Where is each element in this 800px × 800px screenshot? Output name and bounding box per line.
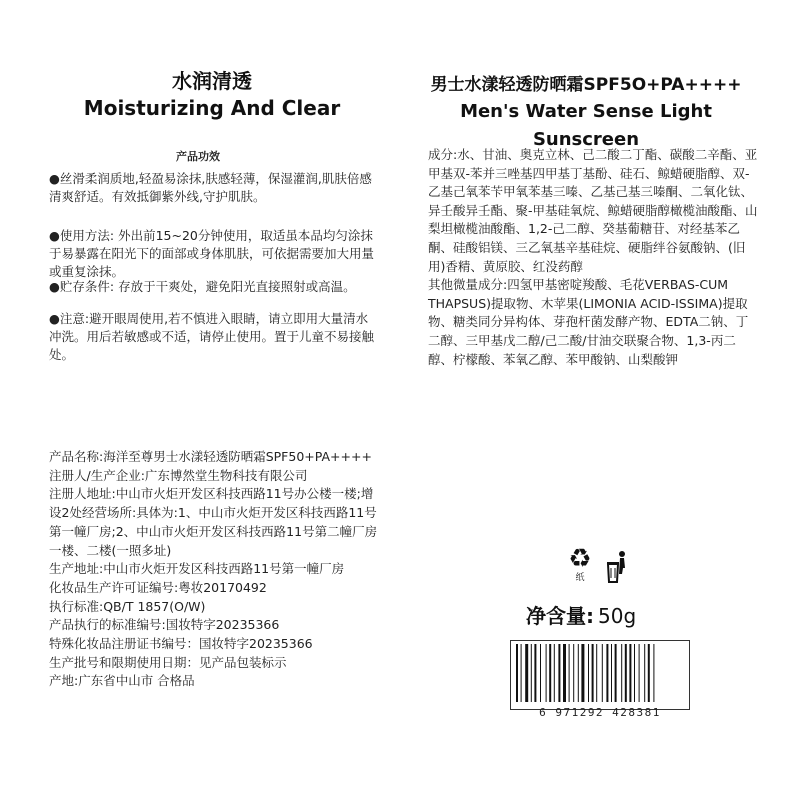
trash-disposal-icon [604,550,630,584]
barcode-bar [615,644,617,702]
barcode-bar [525,644,528,702]
right-title-cn: 男士水漾轻透防晒霜SPF5O+PA++++ [430,75,742,95]
barcode-bar [629,644,631,702]
caution-paragraph: ●注意:避开眼周使用,若不慎进入眼睛，请立即用大量清水冲洗。用后若敏感或不适，请停止使用。置于儿童不易接触处。 [49,311,375,362]
efficacy-heading: 产品功效 [176,150,220,163]
barcode-bar [644,644,645,702]
right-title-block [418,72,754,154]
usage-paragraph: ●使用方法: 外出前15~20分钟使用，取适虽本品均匀涂抹于易暴露在阳光下的面部或身体肌肤，可依据需要加大用量或重复涂抹。 [49,228,375,279]
recycle-icon: ♻ 纸 [566,546,594,586]
barcode-bar [634,644,635,702]
efficacy-paragraph: ●丝滑柔润质地,轻盈易涂抹,肤感轻薄，保湿灌润,肌肤倍感清爽舒适。有效抵御紫外线,守护肌肤。 [49,171,372,204]
disposal-icons [566,546,638,590]
barcode-bar [540,644,541,702]
barcode-bar [569,644,570,702]
barcode-bar [653,644,654,702]
barcode-bar [531,644,532,702]
barcode-bar [606,644,608,702]
barcode-bar [546,644,547,702]
barcode-bar [648,644,650,702]
barcode-bar [602,644,603,702]
barcode-bars [514,644,684,704]
barcode-bar [625,644,627,702]
barcode-bar [554,644,555,702]
net-content-label: 净含量: [526,604,594,628]
barcode-bar [573,644,574,702]
product-info-list [49,448,379,691]
registrant-address: 注册人地址:中山市火炬开发区科技西路11号办公楼一楼;增设2处经营场所:具体为:1、中山市火炬开发区科技西路11号第一幢厂房;2、中山市火炬开发区科技西路11号第二幢厂房一楼、二楼(一照多址) [49,486,378,558]
license-number: 化妆品生产许可证编号:粤妆20170492 [49,579,267,595]
barcode-bar [578,644,579,702]
barcode-bar [611,644,612,702]
minor-ingredients-list: 其他微量成分:四氢甲基密啶羧酸、毛花VERBAS-CUM THAPSUS)提取物、木苹果(LIMONIA ACID-ISSIMA)提取物、糖类同分异构体、芽孢杆菌发酵产物、EDTA二钠、丁二醇、三甲基戊二醇/己二酸/甘油交联聚合物、1,3-丙二醇、柠檬酸、苯氧乙醇、苯甲酸钠、山梨酸钾 [428,277,749,367]
registration-certificate: 特殊化妆品注册证书编号：国妆特字20235366 [49,636,313,652]
ingredients-block [428,146,758,369]
barcode-bar [563,644,566,702]
recycle-label: 纸 [575,573,585,583]
batch-info: 生产批号和限期使用日期：见产品包装标示 [49,654,287,670]
origin: 产地:广东省中山市 合格品 [49,673,195,689]
barcode-bar [521,644,522,702]
production-address: 生产地址:中山市火炬开发区科技西路11号第一幢厂房 [49,561,345,577]
standard-number: 产品执行的标准编号:国妆特字20235366 [49,617,280,633]
barcode-bar [592,644,594,702]
registrant: 注册人/生产企业:广东博然堂生物科技有限公司 [49,467,308,483]
barcode [510,640,690,720]
barcode-bar [534,644,536,702]
left-title-block [62,68,362,122]
product-name: 产品名称:海洋至尊男士水漾轻透防晒霜SPF50+PA++++ [49,449,372,464]
barcode-bar [558,644,560,702]
net-content-value: 50g [598,604,637,628]
left-title-cn: 水润清透 [172,69,252,93]
net-content [526,600,636,629]
left-title-en: Moisturizing And Clear [83,96,341,120]
ingredients-list: 成分:水、甘油、奥克立林、己二酸二丁酯、碳酸二辛酯、亚甲基双-苯并三唑基四甲基丁基酚、硅石、鲸蜡硬脂醇、双-乙基己氧苯苄甲氧苯基三嗪、乙基己基三嗪酮、二氧化钛、异壬酸异壬酯、聚-甲基硅氧烷、鲸蜡硬脂醇橄榄油酸酯、山梨坦橄榄油酸酯、1,2-己二醇、癸基葡糖苷、对经基苯乙酮、硅酸铝镁、三乙氧基辛基硅烷、硬脂绊谷氨酸钠、(旧用)香精、黄原胶、红没药醇 [428,147,758,274]
barcode-bar [549,644,551,702]
storage-paragraph: ●贮存条件: 存放于干爽处，避免阳光直接照射或高温。 [49,279,356,294]
barcode-digits: 6 971292 428381 [539,706,661,719]
standard: 执行标准:QB/T 1857(O/W) [49,598,206,614]
right-title-en: Men's Water Sense Light Sunscreen [460,101,712,150]
barcode-bar [639,644,640,702]
barcode-bar [596,644,597,702]
barcode-bar [588,644,589,702]
barcode-bar [621,644,622,702]
barcode-bar [516,644,518,702]
barcode-bar [581,644,584,702]
